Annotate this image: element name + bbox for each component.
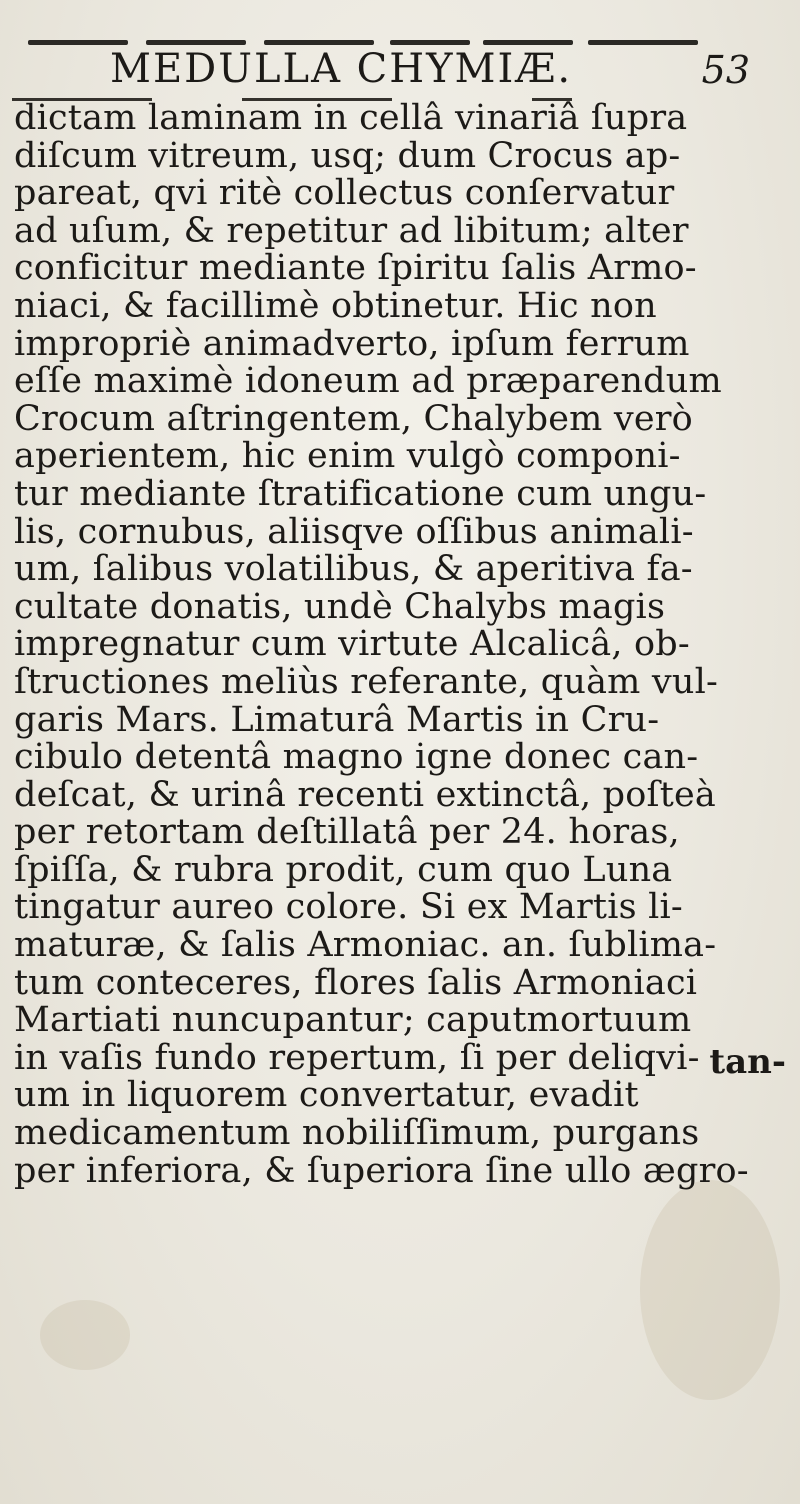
text-line: um in liquorem convertatur, evadit	[14, 1075, 639, 1116]
text-line: cibulo detentâ magno igne donec can-	[14, 737, 699, 778]
catchword: tan-	[709, 1042, 786, 1082]
text-line: tur mediante ſtratificatione cum ungu-	[14, 473, 707, 514]
text-line: tum conteceres, flores ſalis Armoniaci	[14, 962, 698, 1003]
text-line: eſſe maximè idoneum ad præparendum	[14, 361, 722, 402]
body-text	[14, 100, 800, 1190]
text-line: um, ſalibus volatilibus, & aperitiva fa-	[14, 549, 693, 590]
text-line: deſcat, & urinâ recenti extinctâ, poſteà	[14, 774, 716, 815]
text-line: ſpiſſa, & rubra prodit, cum quo Luna	[14, 849, 673, 890]
text-line: cultate donatis, undè Chalybs magis	[14, 586, 666, 627]
page-number: 53	[701, 48, 750, 92]
text-line: pareat, qvi ritè collectus conſervatur	[14, 173, 675, 214]
text-line: conficitur mediante ſpiritu ſalis Armo-	[14, 248, 697, 289]
page-header	[110, 46, 750, 96]
text-line: aperientem, hic enim vulgò componi-	[14, 436, 681, 477]
text-line: medicamentum nobiliſſimum, purgans	[14, 1113, 700, 1154]
text-line: tingatur aureo colore. Si ex Martis li-	[14, 887, 683, 928]
text-line: niaci, & facillimè obtinetur. Hic non	[14, 285, 657, 326]
text-line: impregnatur cum virtute Alcalicâ, ob-	[14, 624, 690, 665]
text-line: garis Mars. Limaturâ Martis in Cru-	[14, 699, 660, 740]
paper-stain	[40, 1300, 130, 1370]
text-line: Martiati nuncupantur; caputmortuum	[14, 1000, 692, 1041]
text-line: impropriè animadverto, ipſum ferrum	[14, 323, 690, 364]
paper-stain	[640, 1180, 780, 1400]
text-line: ſtructiones meliùs referante, quàm vul-	[14, 661, 719, 702]
text-line: lis, cornubus, aliisqve oſſibus animali-	[14, 511, 694, 552]
running-head: MEDULLA CHYMIÆ.	[110, 46, 573, 92]
text-line: Crocum aſtringentem, Chalybem verò	[14, 398, 693, 439]
text-line: dictam laminam in cellâ vinariâ ſupra	[14, 98, 688, 138]
text-line: ad uſum, & repetitur ad libitum; alter	[14, 210, 689, 251]
text-line: per retortam deſtillatâ per 24. horas,	[14, 812, 680, 853]
text-line: per inferiora, & ſuperiora ſine ullo ægro-	[14, 1150, 749, 1191]
text-line: in vaſis fundo repertum, ſi per deliqvi-	[14, 1037, 700, 1078]
text-line: diſcum vitreum, usq; dum Crocus ap-	[14, 135, 681, 176]
text-line: maturæ, & ſalis Armoniac. an. ſublima-	[14, 925, 717, 966]
